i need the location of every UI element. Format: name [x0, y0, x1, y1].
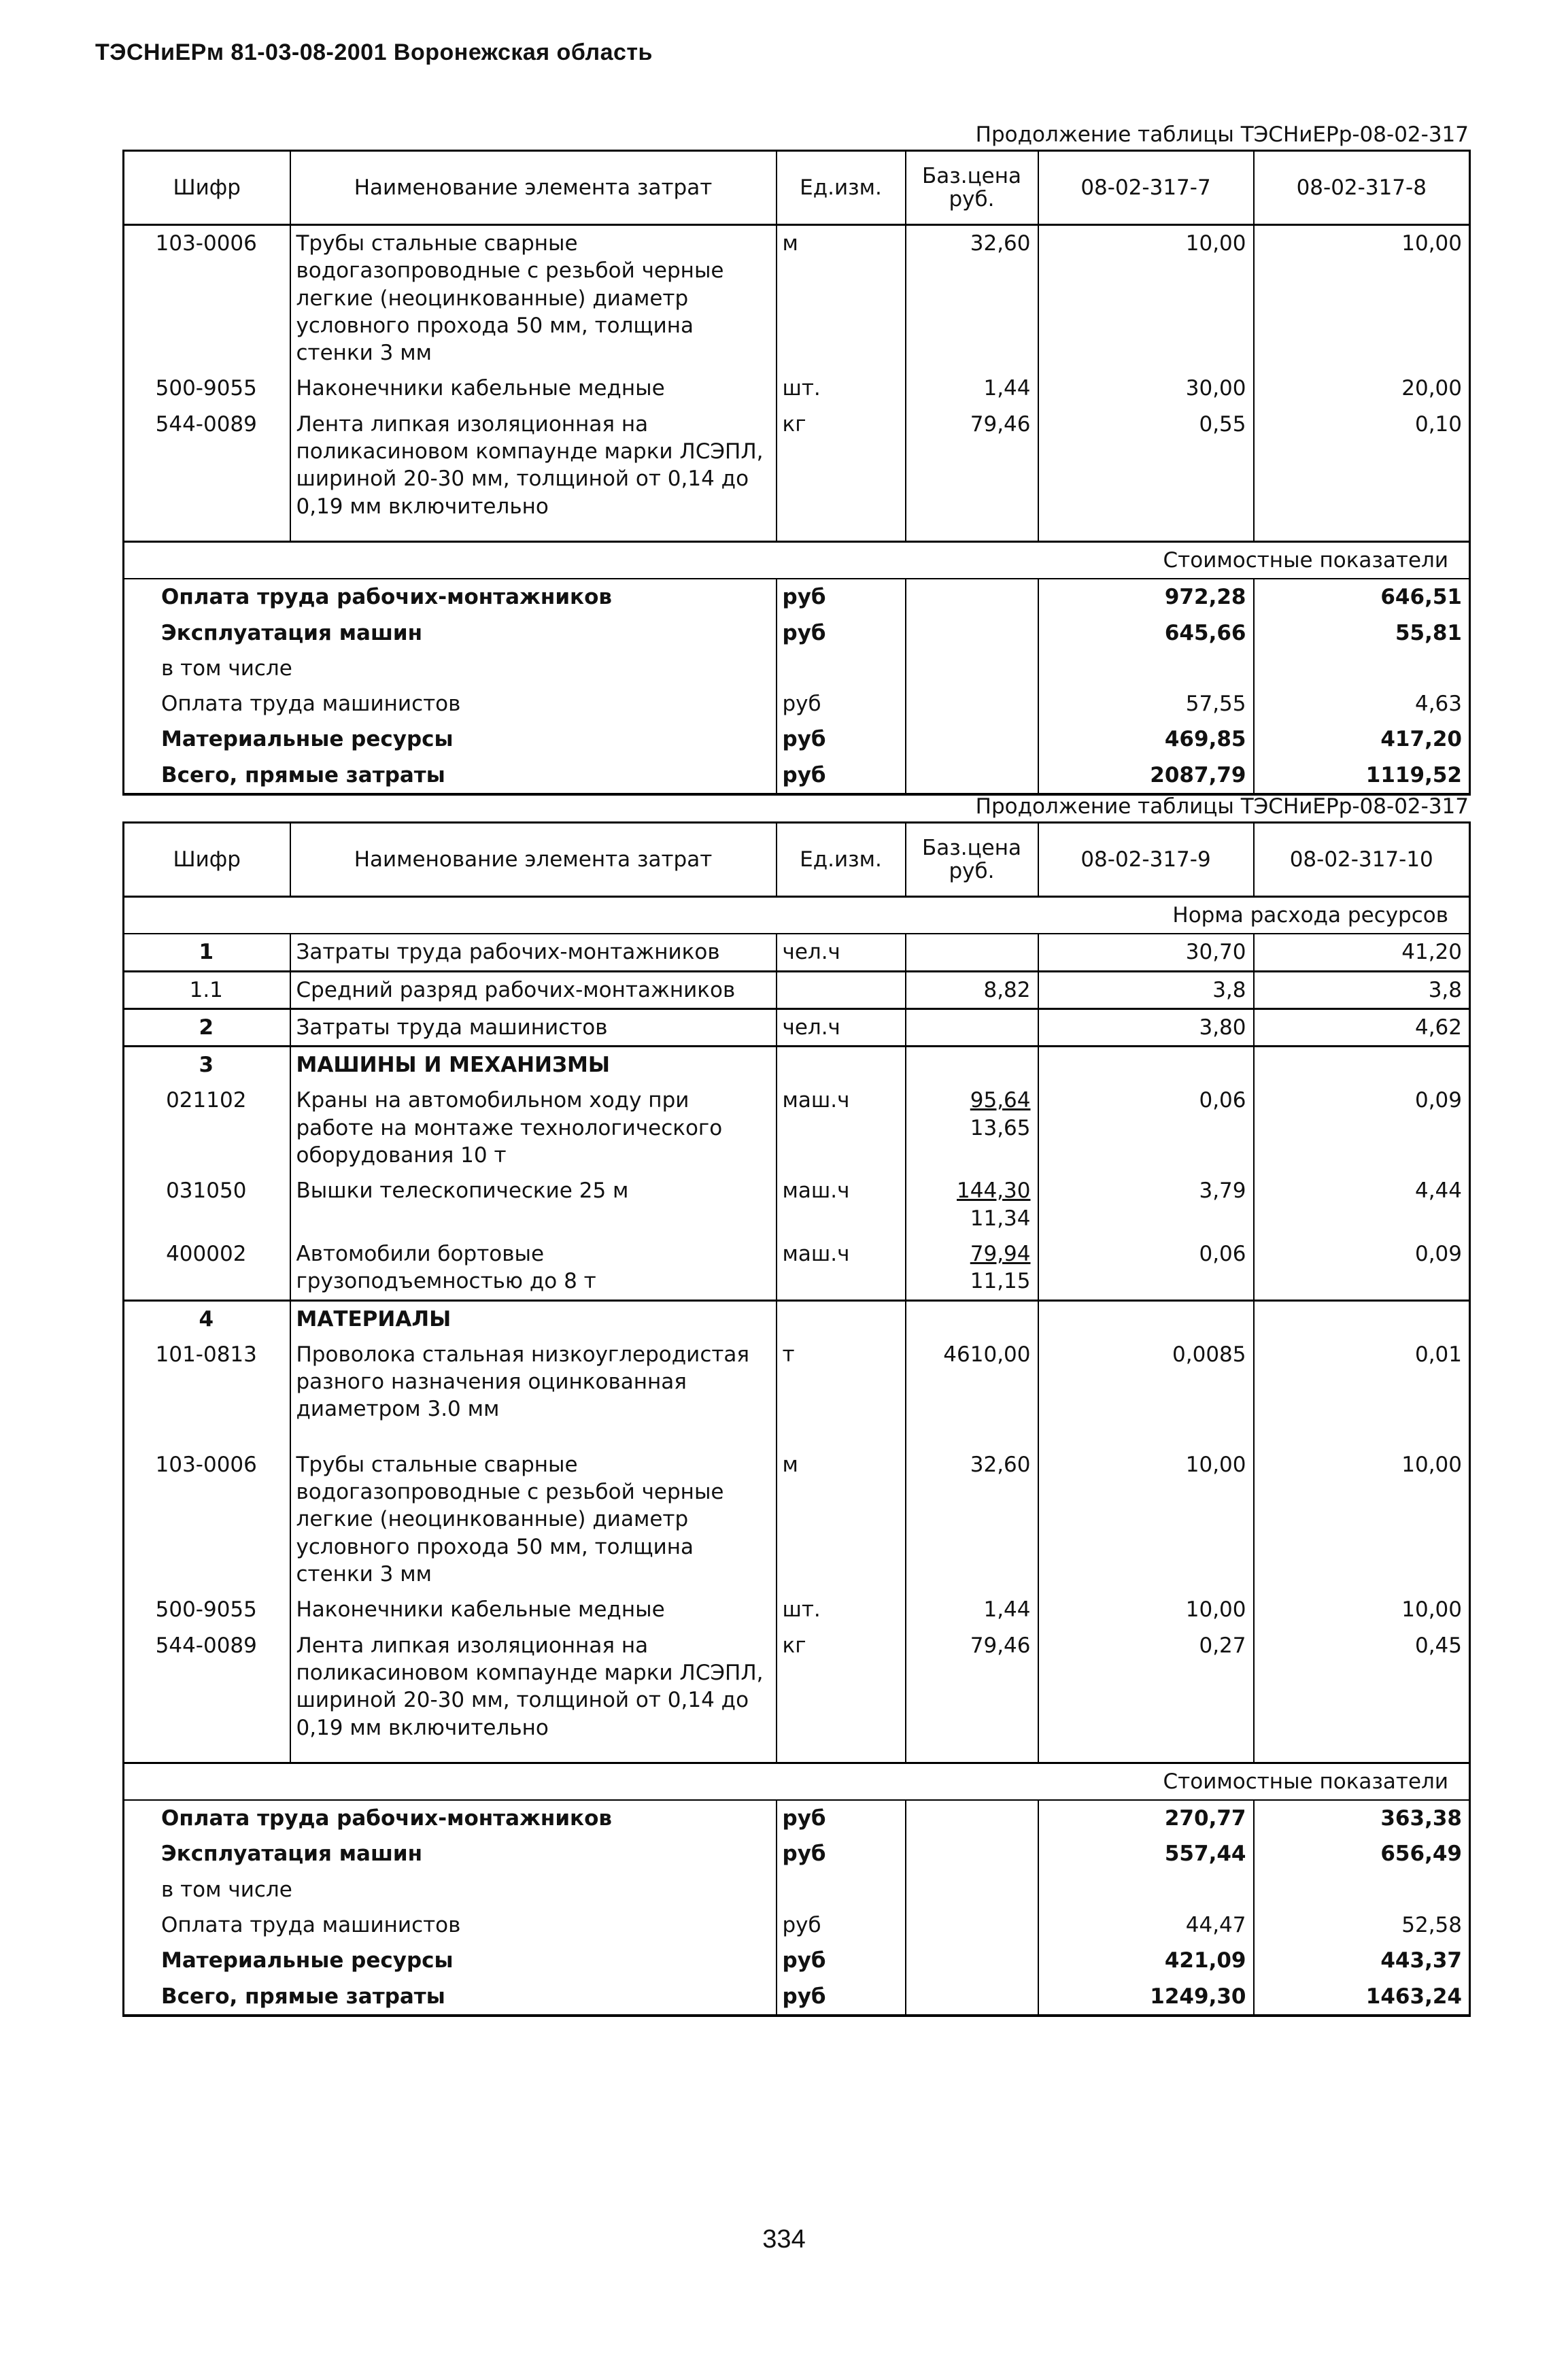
summary-value-2	[1254, 651, 1470, 686]
spacer-cell	[1254, 524, 1470, 542]
unit-of-measure: м	[777, 1447, 906, 1592]
summary-unit: руб	[777, 1979, 906, 2016]
column-header-name: Наименование элемента затрат	[290, 151, 777, 225]
table-1	[122, 150, 1471, 796]
norm-value-1	[1038, 1047, 1254, 1083]
table-row	[124, 1173, 1470, 1236]
table-row	[124, 971, 1470, 1008]
resource-code: 101-0813	[124, 1337, 290, 1447]
summary-unit: руб	[777, 1836, 906, 1871]
unit-of-measure: шт.	[777, 1592, 906, 1627]
spacer-cell	[906, 1746, 1038, 1763]
table-2-body	[124, 897, 1470, 2016]
summary-unit: руб	[777, 615, 906, 651]
norm-value-2: 4,44	[1254, 1173, 1470, 1236]
summary-label: Всего, прямые затраты	[124, 758, 777, 794]
unit-of-measure: чел.ч	[777, 934, 906, 971]
spacer-cell	[290, 524, 777, 542]
summary-unit: руб	[777, 758, 906, 794]
summary-value-1: 44,47	[1038, 1907, 1254, 1943]
summary-empty-price	[906, 1836, 1038, 1871]
summary-row	[124, 651, 1470, 686]
spacer-cell	[290, 1746, 777, 1763]
table-row	[124, 1447, 1470, 1592]
table-row	[124, 1592, 1470, 1627]
summary-row	[124, 686, 1470, 722]
base-price	[906, 1047, 1038, 1083]
summary-value-2: 52,58	[1254, 1907, 1470, 1943]
resource-name: Наконечники кабельные медные	[290, 1592, 777, 1627]
table-row	[124, 1337, 1470, 1447]
base-price: 32,60	[906, 1447, 1038, 1592]
table-row	[124, 371, 1470, 406]
summary-value-2: 363,38	[1254, 1800, 1470, 1836]
column-header-unit: Ед.изм.	[777, 151, 906, 225]
table-1-caption: Продолжение таблицы ТЭСНиЕРр-08-02-317	[975, 122, 1469, 147]
resource-name: Затраты труда рабочих-монтажников	[290, 934, 777, 971]
summary-label: Оплата труда машинистов	[124, 1907, 777, 1943]
base-price-operator-wage: 11,34	[970, 1206, 1031, 1231]
summary-empty-price	[906, 686, 1038, 722]
norm-section-row	[124, 897, 1470, 934]
base-price: 32,60	[906, 225, 1038, 371]
resource-code: 4	[124, 1300, 290, 1337]
column-header-norm-1: 08-02-317-7	[1038, 151, 1254, 225]
spacer-cell	[1254, 1746, 1470, 1763]
summary-empty-price	[906, 758, 1038, 794]
table-row	[124, 1008, 1470, 1046]
spacer-cell	[777, 1746, 906, 1763]
spacer-cell	[124, 524, 290, 542]
spacer-cell	[777, 524, 906, 542]
unit-of-measure: маш.ч	[777, 1083, 906, 1173]
norm-value-2	[1254, 1047, 1470, 1083]
norm-value-2: 10,00	[1254, 225, 1470, 371]
summary-value-1: 57,55	[1038, 686, 1254, 722]
summary-value-2: 1119,52	[1254, 758, 1470, 794]
norm-section-label: Норма расхода ресурсов	[124, 897, 1470, 934]
column-header-price: Баз.цена руб.	[906, 151, 1038, 225]
summary-value-1	[1038, 1872, 1254, 1907]
summary-value-2: 4,63	[1254, 686, 1470, 722]
summary-label: Оплата труда машинистов	[124, 686, 777, 722]
unit-of-measure	[777, 971, 906, 1008]
summary-value-1: 270,77	[1038, 1800, 1254, 1836]
unit-of-measure	[777, 1047, 906, 1083]
summary-empty-price	[906, 1800, 1038, 1836]
summary-value-2: 646,51	[1254, 579, 1470, 615]
norm-value-1: 3,79	[1038, 1173, 1254, 1236]
base-price	[906, 1008, 1038, 1046]
table-2-header-row	[124, 823, 1470, 897]
base-price: 1,44	[906, 371, 1038, 406]
column-header-norm-1: 08-02-317-9	[1038, 823, 1254, 897]
summary-empty-price	[906, 615, 1038, 651]
summary-value-1: 645,66	[1038, 615, 1254, 651]
norm-value-2: 10,00	[1254, 1447, 1470, 1592]
summary-value-1: 469,85	[1038, 722, 1254, 757]
table-2	[122, 821, 1471, 2017]
column-header-code: Шифр	[124, 151, 290, 225]
resource-name: Вышки телескопические 25 м	[290, 1173, 777, 1236]
resource-name: Наконечники кабельные медные	[290, 371, 777, 406]
summary-label: Эксплуатация машин	[124, 1836, 777, 1871]
spacer-row	[124, 1746, 1470, 1763]
summary-unit: руб	[777, 1800, 906, 1836]
norm-value-1: 10,00	[1038, 1592, 1254, 1627]
resource-name: Трубы стальные сварные водогазопроводные с резьбой черные легкие (неоцинкованные) диаметр условного прохода 50 мм, толщина стенки 3 мм	[290, 225, 777, 371]
table-row	[124, 407, 1470, 524]
summary-row	[124, 722, 1470, 757]
unit-of-measure: кг	[777, 1628, 906, 1746]
summary-value-1	[1038, 651, 1254, 686]
resource-code: 3	[124, 1047, 290, 1083]
summary-label: в том числе	[124, 651, 777, 686]
unit-of-measure: маш.ч	[777, 1236, 906, 1300]
summary-row	[124, 758, 1470, 794]
resource-code: 021102	[124, 1083, 290, 1173]
summary-value-2: 1463,24	[1254, 1979, 1470, 2016]
norm-value-2: 0,01	[1254, 1337, 1470, 1447]
base-price: 4610,00	[906, 1337, 1038, 1447]
resource-name: Лента липкая изоляционная на поликасиновом компаунде марки ЛСЭПЛ, шириной 20-30 мм, толщиной от 0,14 до 0,19 мм включительно	[290, 1628, 777, 1746]
spacer-cell	[906, 524, 1038, 542]
summary-empty-price	[906, 579, 1038, 615]
norm-value-2: 10,00	[1254, 1592, 1470, 1627]
norm-value-1: 3,80	[1038, 1008, 1254, 1046]
summary-unit	[777, 651, 906, 686]
resource-code: 500-9055	[124, 371, 290, 406]
summary-label: Материальные ресурсы	[124, 722, 777, 757]
base-price-value: 95,64	[970, 1088, 1031, 1113]
resource-name: Трубы стальные сварные водогазопроводные с резьбой черные легкие (неоцинкованные) диаметр условного прохода 50 мм, толщина стенки 3 мм	[290, 1447, 777, 1592]
resource-code: 2	[124, 1008, 290, 1046]
summary-value-2: 55,81	[1254, 615, 1470, 651]
resource-code: 400002	[124, 1236, 290, 1300]
norm-value-2: 41,20	[1254, 934, 1470, 971]
norm-value-1: 0,06	[1038, 1236, 1254, 1300]
resource-code: 1	[124, 934, 290, 971]
resource-name: Автомобили бортовые грузоподъемностью до 8 т	[290, 1236, 777, 1300]
cost-section-row	[124, 1763, 1470, 1800]
base-price-operator-wage: 11,15	[970, 1269, 1031, 1294]
summary-value-1: 2087,79	[1038, 758, 1254, 794]
summary-value-2: 417,20	[1254, 722, 1470, 757]
norm-value-2: 20,00	[1254, 371, 1470, 406]
resource-name: Проволока стальная низкоуглеродистая разного назначения оцинкованная диаметром 3.0 мм	[290, 1337, 777, 1447]
norm-value-1: 30,70	[1038, 934, 1254, 971]
summary-label: Эксплуатация машин	[124, 615, 777, 651]
summary-empty-price	[906, 1979, 1038, 2016]
summary-label: Материальные ресурсы	[124, 1943, 777, 1978]
norm-value-2: 4,62	[1254, 1008, 1470, 1046]
summary-label: Всего, прямые затраты	[124, 1979, 777, 2016]
column-header-norm-2: 08-02-317-8	[1254, 151, 1470, 225]
table-1-block	[122, 122, 1469, 796]
cost-section-row	[124, 541, 1470, 579]
norm-value-2: 3,8	[1254, 971, 1470, 1008]
norm-value-2: 0,09	[1254, 1236, 1470, 1300]
norm-value-1	[1038, 1300, 1254, 1337]
unit-of-measure: м	[777, 225, 906, 371]
summary-row	[124, 1872, 1470, 1907]
cost-section-label: Стоимостные показатели	[124, 541, 1470, 579]
table-row	[124, 1300, 1470, 1337]
base-price	[906, 934, 1038, 971]
summary-row	[124, 1907, 1470, 1943]
column-header-name: Наименование элемента затрат	[290, 823, 777, 897]
table-row	[124, 1047, 1470, 1083]
spacer-cell	[124, 1746, 290, 1763]
resource-code: 1.1	[124, 971, 290, 1008]
resource-name: Лента липкая изоляционная на поликасиновом компаунде марки ЛСЭПЛ, шириной 20-30 мм, толщиной от 0,14 до 0,19 мм включительно	[290, 407, 777, 524]
base-price: 79,46	[906, 407, 1038, 524]
summary-value-2: 443,37	[1254, 1943, 1470, 1978]
summary-value-1: 972,28	[1038, 579, 1254, 615]
summary-label: в том числе	[124, 1872, 777, 1907]
unit-of-measure: чел.ч	[777, 1008, 906, 1046]
summary-row	[124, 615, 1470, 651]
norm-value-1: 30,00	[1038, 371, 1254, 406]
resource-name: Затраты труда машинистов	[290, 1008, 777, 1046]
spacer-row	[124, 524, 1470, 542]
norm-value-2: 0,10	[1254, 407, 1470, 524]
summary-value-2: 656,49	[1254, 1836, 1470, 1871]
table-row	[124, 1083, 1470, 1173]
spacer-cell	[1038, 524, 1254, 542]
base-price-value: 144,30	[957, 1178, 1031, 1204]
column-header-price: Баз.цена руб.	[906, 823, 1038, 897]
norm-value-1: 10,00	[1038, 1447, 1254, 1592]
summary-label: Оплата труда рабочих-монтажников	[124, 579, 777, 615]
norm-value-1: 0,06	[1038, 1083, 1254, 1173]
cost-section-label: Стоимостные показатели	[124, 1763, 1470, 1800]
norm-value-1: 3,8	[1038, 971, 1254, 1008]
summary-unit: руб	[777, 722, 906, 757]
table-row	[124, 225, 1470, 371]
summary-label: Оплата труда рабочих-монтажников	[124, 1800, 777, 1836]
base-price-value: 79,94	[970, 1241, 1031, 1266]
summary-unit: руб	[777, 1943, 906, 1978]
summary-row	[124, 1800, 1470, 1836]
resource-code: 031050	[124, 1173, 290, 1236]
summary-value-1: 1249,30	[1038, 1979, 1254, 2016]
base-price	[906, 1083, 1038, 1173]
summary-empty-price	[906, 1872, 1038, 1907]
base-price	[906, 1173, 1038, 1236]
table-row	[124, 1628, 1470, 1746]
resource-code: 500-9055	[124, 1592, 290, 1627]
column-header-norm-2: 08-02-317-10	[1254, 823, 1470, 897]
summary-value-1: 421,09	[1038, 1943, 1254, 1978]
page-number: 334	[762, 2225, 806, 2254]
column-header-unit: Ед.изм.	[777, 823, 906, 897]
norm-value-1: 0,55	[1038, 407, 1254, 524]
norm-value-2: 0,45	[1254, 1628, 1470, 1746]
unit-of-measure: т	[777, 1337, 906, 1447]
resource-name: Средний разряд рабочих-монтажников	[290, 971, 777, 1008]
unit-of-measure: кг	[777, 407, 906, 524]
base-price	[906, 1236, 1038, 1300]
summary-empty-price	[906, 1943, 1038, 1978]
resource-code: 103-0006	[124, 1447, 290, 1592]
summary-empty-price	[906, 1907, 1038, 1943]
base-price-operator-wage: 13,65	[970, 1115, 1031, 1140]
summary-value-1: 557,44	[1038, 1836, 1254, 1871]
resource-name: МАТЕРИАЛЫ	[290, 1300, 777, 1337]
summary-empty-price	[906, 722, 1038, 757]
unit-of-measure: маш.ч	[777, 1173, 906, 1236]
table-2-caption: Продолжение таблицы ТЭСНиЕРр-08-02-317	[975, 794, 1469, 819]
summary-unit: руб	[777, 686, 906, 722]
summary-row	[124, 1836, 1470, 1871]
summary-row	[124, 579, 1470, 615]
summary-unit: руб	[777, 579, 906, 615]
spacer-cell	[1038, 1746, 1254, 1763]
column-header-code: Шифр	[124, 823, 290, 897]
table-row	[124, 934, 1470, 971]
table-1-body	[124, 225, 1470, 795]
summary-row	[124, 1979, 1470, 2016]
unit-of-measure	[777, 1300, 906, 1337]
summary-unit	[777, 1872, 906, 1907]
resource-code: 544-0089	[124, 1628, 290, 1746]
norm-value-1: 0,27	[1038, 1628, 1254, 1746]
base-price: 8,82	[906, 971, 1038, 1008]
base-price: 79,46	[906, 1628, 1038, 1746]
base-price	[906, 1300, 1038, 1337]
base-price: 1,44	[906, 1592, 1038, 1627]
table-row	[124, 1236, 1470, 1300]
norm-value-2: 0,09	[1254, 1083, 1470, 1173]
resource-code: 544-0089	[124, 407, 290, 524]
summary-unit: руб	[777, 1907, 906, 1943]
unit-of-measure: шт.	[777, 371, 906, 406]
summary-empty-price	[906, 651, 1038, 686]
table-2-block	[122, 794, 1469, 2017]
norm-value-1: 0,0085	[1038, 1337, 1254, 1447]
document-header: ТЭСНиЕРм 81-03-08-2001 Воронежская область	[95, 39, 653, 65]
resource-code: 103-0006	[124, 225, 290, 371]
norm-value-1: 10,00	[1038, 225, 1254, 371]
table-1-header-row	[124, 151, 1470, 225]
resource-name: МАШИНЫ И МЕХАНИЗМЫ	[290, 1047, 777, 1083]
resource-name: Краны на автомобильном ходу при работе на монтаже технологического оборудования 10 т	[290, 1083, 777, 1173]
norm-value-2	[1254, 1300, 1470, 1337]
summary-value-2	[1254, 1872, 1470, 1907]
summary-row	[124, 1943, 1470, 1978]
